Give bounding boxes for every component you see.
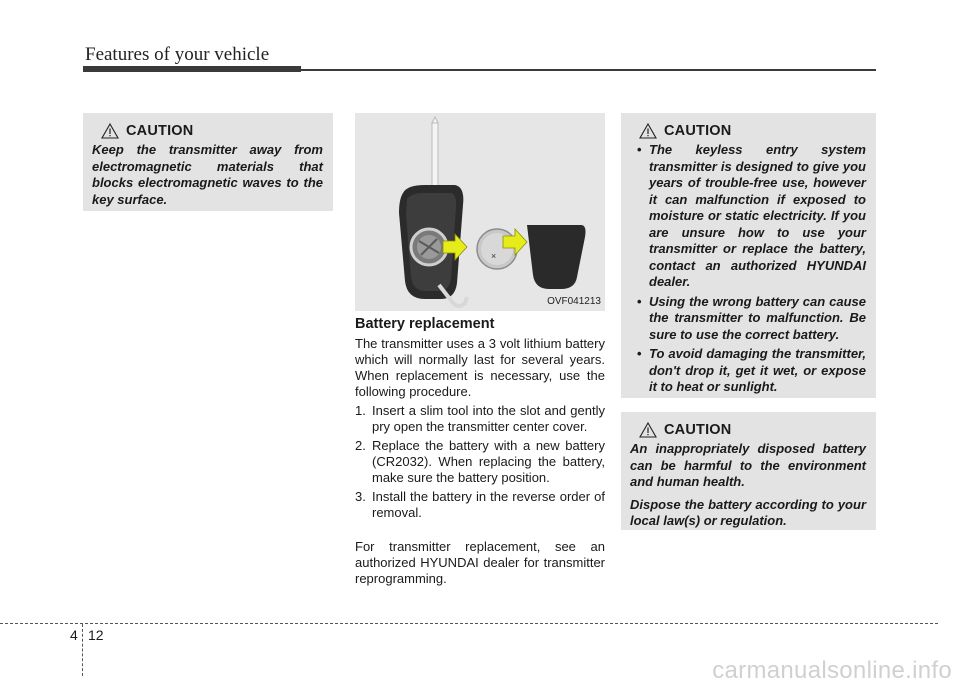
- list-item: 3. Install the battery in the reverse order of removal.: [355, 489, 605, 520]
- page-header-title: Features of your vehicle: [85, 44, 270, 65]
- page-number: 12: [88, 627, 104, 643]
- intro-paragraph: The transmitter uses a 3 volt lithium battery which will normally last for several years. When replacement is necessary, use the following procedure.: [355, 336, 605, 399]
- list-item: 2. Replace the battery with a new battery (CR2032). When replacing the battery, make sure the battery position.: [355, 438, 605, 485]
- caution-text: Dispose the battery according to your local law(s) or regulation.: [630, 496, 866, 528]
- svg-text:×: ×: [491, 251, 497, 261]
- caution-title: CAUTION: [664, 123, 732, 139]
- list-item: • Using the wrong battery can cause the transmitter to malfunction. Be sure to use the correct battery.: [630, 294, 866, 344]
- watermark: carmanualsonline.info: [712, 657, 952, 684]
- key-battery-illustration: [355, 113, 605, 311]
- step-list: [355, 403, 605, 521]
- header-rule: [83, 69, 876, 71]
- warning-triangle-icon: [639, 123, 657, 139]
- warning-triangle-icon: [101, 123, 119, 139]
- caution-text: An inappropriately disposed battery can be harmful to the environment and human health.: [630, 441, 866, 489]
- caution-title: CAUTION: [126, 123, 194, 139]
- caution-text: Keep the transmitter away from electromagnetic materials that blocks electromagnetic waves to the key surface.: [92, 142, 323, 207]
- footer-divider: [82, 624, 83, 676]
- caution-box-right-top: [621, 113, 876, 398]
- outro-paragraph: For transmitter replacement, see an authorized HYUNDAI dealer for transmitter reprogramming.: [355, 539, 605, 586]
- list-item: 1. Insert a slim tool into the slot and gently pry open the transmitter center cover.: [355, 403, 605, 434]
- footer-rule: [0, 623, 938, 624]
- battery-instructions: [355, 336, 605, 590]
- caution-title: CAUTION: [664, 422, 732, 438]
- warning-triangle-icon: [639, 422, 657, 438]
- caution-list: [630, 142, 866, 396]
- caution-box-left: [83, 113, 333, 211]
- list-item: • The keyless entry system transmitter is designed to give you years of trouble-free use, however it can malfunction if exposed to moisture or static electricity. If you are unsure how to use your transmitter or replace the battery, contact an authorized HYUNDAI dealer.: [630, 142, 866, 291]
- section-heading: Battery replacement: [355, 316, 495, 332]
- chapter-number: 4: [70, 627, 78, 643]
- list-item: • To avoid damaging the transmitter, don't drop it, get it wet, or expose it to heat or sunlight.: [630, 346, 866, 396]
- remote-key-diagram: [355, 113, 605, 311]
- figure-code: OVF041213: [547, 296, 601, 307]
- caution-box-right-bottom: [621, 412, 876, 530]
